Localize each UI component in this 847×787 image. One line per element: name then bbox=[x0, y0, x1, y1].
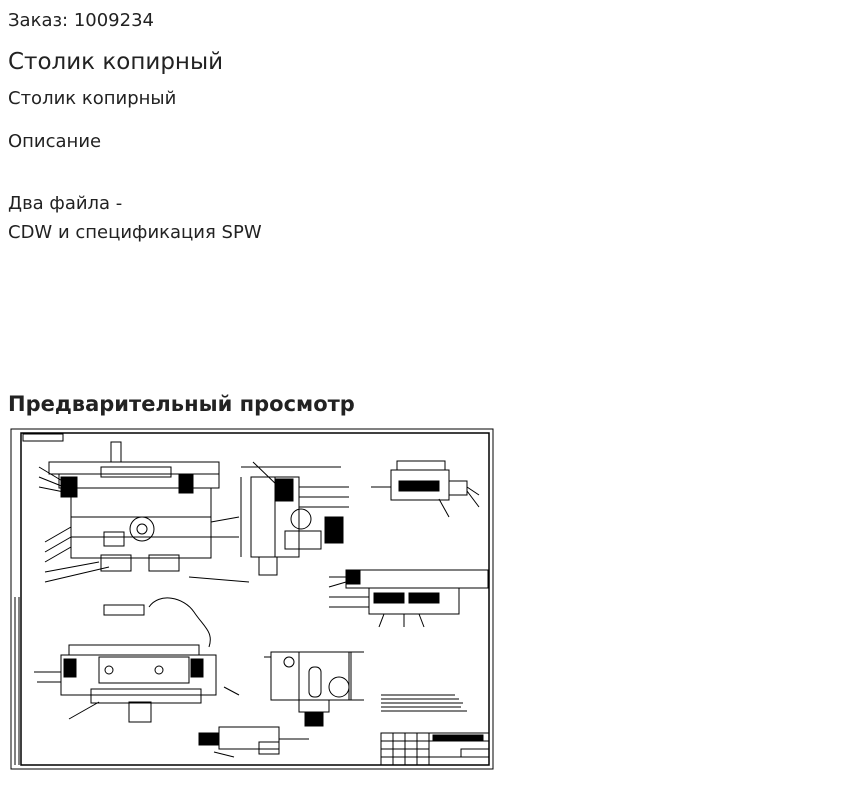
technical-drawing-image bbox=[9, 427, 496, 772]
order-number: Заказ: 1009234 bbox=[8, 10, 154, 31]
description-heading: Описание bbox=[8, 131, 102, 152]
description-line: CDW и спецификация SPW bbox=[8, 222, 262, 243]
preview-image[interactable] bbox=[9, 427, 496, 772]
page-title: Столик копирный bbox=[8, 49, 224, 75]
description-line: Два файла - bbox=[8, 193, 123, 214]
product-subtitle: Столик копирный bbox=[8, 88, 177, 109]
preview-heading: Предварительный просмотр bbox=[8, 392, 355, 416]
